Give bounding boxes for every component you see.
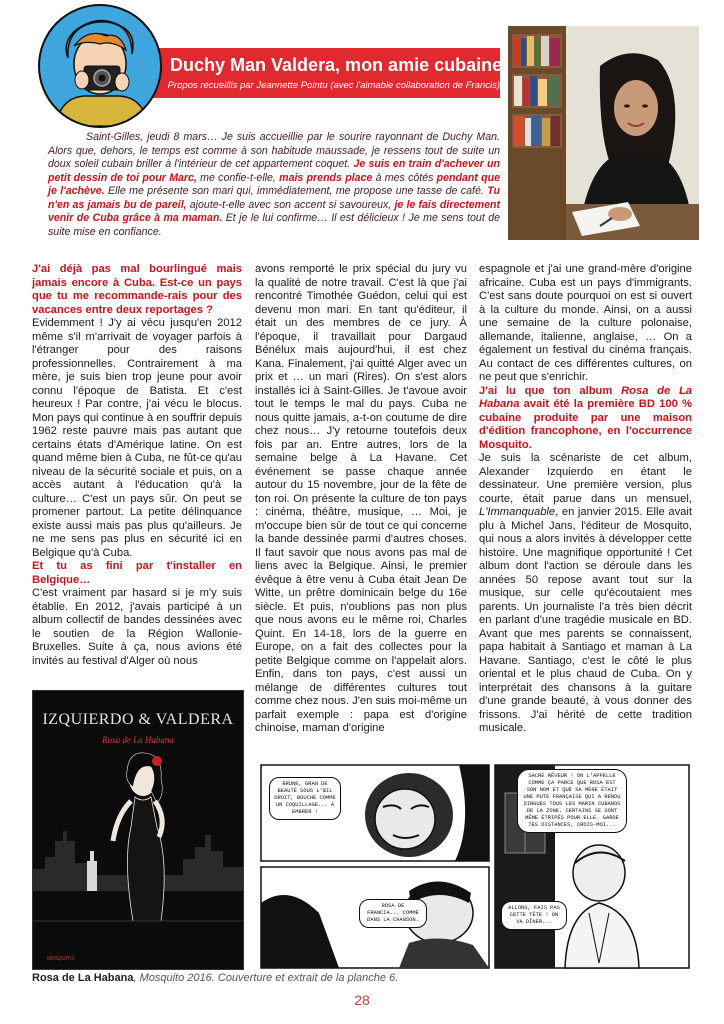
answer-text: Je suis la scénariste de cet album, Alexander Izquierdo en étant le dessinateur. Une première version, plus courte, était parue dans un mensuel, <box>479 452 692 505</box>
figure-caption <box>32 972 692 984</box>
column-3 <box>479 263 692 736</box>
cover-album-title: Rosa de La Habana <box>102 735 174 745</box>
caption-text: , Mosquito 2016. Couverture et extrait de la planche 6. <box>133 972 399 984</box>
answer <box>479 452 692 736</box>
answer-text: , en janvier 2015. Elle avait plu à Michel Jans, l'éditeur de Mosquito, qui nous a alors invités à développer cette histoire. Une magnifique opportunité ! Cet album dont l'action se déroule dans les années 50 repose avant tout sur la musique, sur celle qu'écoutaient mes parents. Un journaliste l'a très bien décrit en parlant d'une tragédie musicale en BD. Avant que mes parents se connaissent, papa habitait à Santiago et maman à La Havane. Santiago, c'est le côté le plus oriental et le plus chaud de Cuba. On y interprétait des chansons à la guitare d'une grande beauté, à vous donner des frissons. J'ai hérité de cette tradition musicale. <box>479 506 692 734</box>
question-text: J'ai lu que ton album <box>479 384 622 397</box>
speech-bubble: ROSA DE FRANCIA... COMME DANS LA CHANSON. <box>359 899 427 928</box>
article-credits: Propos recueillis par Jeannette Pointu (avec l'aimable collaboration de Francis) <box>167 80 500 91</box>
column-2 <box>255 263 467 736</box>
intro-quote: mais prends place <box>279 171 373 184</box>
camera-reporter-drawing <box>40 6 160 126</box>
interview-photo <box>508 26 699 240</box>
intro-quote: pendant que je l'achève. <box>48 171 500 197</box>
intro-paragraph <box>48 131 500 239</box>
question <box>479 385 692 453</box>
magazine-title: L'Immanquable <box>479 506 556 518</box>
question: Et tu as fini par t'installer en Belgique… <box>32 560 242 586</box>
article-title: Duchy Man Valdera, mon amie cubaine <box>170 55 503 75</box>
woman-drawing-photo <box>508 26 699 240</box>
intro-text: Elle me présente son mari qui, immédiatement, me propose une tasse de café. <box>104 185 488 197</box>
column-1 <box>32 263 242 668</box>
intro-text: me confie-t-elle, <box>196 171 280 184</box>
intro-text: ajoute-t-elle avec son accent si savoureux, <box>186 198 395 211</box>
caption-album-title: Rosa de La Habana <box>32 972 134 984</box>
page-number: 28 <box>354 992 370 1008</box>
publisher-logo: MOSQUITO <box>47 956 75 962</box>
intro-quote: Tu n'en as jamais bu de pareil, <box>48 185 500 211</box>
cover-authors: IZQUIERDO & VALDERA <box>42 711 234 728</box>
album-title: Rosa de La Habana <box>479 384 692 410</box>
intro-text: Saint-Gilles, jeudi 8 mars… Je suis accueillie par le sourire rayonnant de Duchy Man. Alors que, dehors, le temps est comme à son habitude maussade, je ressens tout de suite un doux soleil cubain briller à l'intérieur de cet appartement coquet. <box>48 131 500 170</box>
book-cover <box>32 690 244 970</box>
intro-quote: je le fais directement venir de Cuba grâce à ma maman. <box>48 198 500 224</box>
speech-bubble: ALLONS, FAIS PAS CETTE TÊTE ! ON VA DÎNER... <box>501 901 567 930</box>
cover-illustration <box>33 691 243 969</box>
intro-text: Et je le lui confirme… Il est délicieux ! Je me sens tout de suite mise en confiance. <box>48 212 500 238</box>
speech-bubble: BRUNE, GRAN DE BEAUTÉ SOUS L'ŒIL DROIT, BOUCHE COMME UN COQUILLAGE... À EMBRER ! <box>269 777 341 820</box>
question: J'ai déjà pas mal bourlingué mais jamais encore à Cuba. Est-ce un pays que tu me recommande-rais pour des vacances entre deux reportages ? <box>32 263 242 316</box>
speech-bubble: SACRÉ RÊVEUR ! ON L'APPELLE COMME ÇA PARCE QUE ROSA EST SON NOM ET QUE SA MÈRE ÉTAIT UNE PUTE FRANÇAISE QUI A RENDU DINGUES TOUS LES MARIN CUBANOS DE LA ZONE. CERTAINS SE SONT MÊME ÉTRIPÉS POUR ELLE. GARDE TES DISTANCES, CROIS-MOI... <box>517 769 627 833</box>
intro-quote: Je suis en train d'achever un petit dessin de toi pour Marc, <box>48 158 500 184</box>
answer: Evidemment ! J'y ai vécu jusqu'en 2012 même s'il m'arrivait de voyager parfois à l'étranger pour des raisons professionnelles. Contrairement à ma mère, je suis bien trop jeune pour avoir connu l'époque de Batista. Et c'est heureux ! Par contre, j'ai vécu le blocus. Mon pays qui continue à en souffrir depuis 1962 reste pauvre mais pas autant que certains états d'Amérique latine. On est quand même bien à Cuba, ne fût-ce qu'au niveau de la sécurité sociale et puis, on a accès autant à l'éducation qu'à la culture… C'est un pays sûr. On peut se promener partout. La petite délinquance existe aussi mais pas plus qu'ailleurs. Je ne me sens pas plus en sécurité ici en Belgique qu'à Cuba. <box>32 317 243 559</box>
answer: C'est vraiment par hasard si je m'y suis établie. En 2012, j'avais participé à un album collectif de bandes dessinées avec le soutien de la Région Wallonie-Bruxelles. Suite à ça, nous avions été invités au festival d'Alger où nous <box>32 587 242 667</box>
author-avatar-illustration <box>38 4 162 128</box>
intro-text: à mes côtés <box>372 171 437 184</box>
answer: avons remporté le prix spécial du jury vu la qualité de notre travail. C'est là que j'ai rencontré Timothée Guédon, celui qui est devenu mon mari. En tant qu'éditeur, il était un des membres de ce jury. À l'époque, il travaillait pour Dargaud Bénélux mais aujourd'hui, il est chez Kana. Finalement, j'ai quitté Alger avec un prix et … un mari (Rires). On s'est alors installés ici à Saint-Gilles. Je t'avoue avoir tout le temps le mal du pays. Cuba ne nous quitte jamais, a-t-on coutume de dire chez nous… J'y retourne toutefois deux fois par an. Entre autres, lors de la semaine belge à La Havane. Cet événement se passe chaque année autour du 15 novembre, jour de la fête de ton roi. On présente la culture de ton pays : cinéma, théâtre, musique, … Moi, je m'occupe bien sûr de tout ce qui concerne la bande dessinée parmi d'autres choses. Il faut savoir que nous avons pas mal de liens avec la Belgique. Ainsi, le premier évêque à être venu à Cuba était Jean De Witte, un prêtre dominicain belge du 16e siècle. Et puis, n'oublions pas non plus que nous avons eu le même roi, Charles Quint. En 14-18, lors de la guerre en Europe, on a fait des collectes pour la petite Belgique comme on l'appelait alors. Enfin, dans ton pays, c'est aussi un mélange de différentes cultures tout comme chez nous. J'en suis moi-même un parfait exemple : papa est d'origine chinoise, maman d'origine <box>255 263 467 734</box>
answer: espagnole et j'ai une grand-mère d'origine africaine. Cuba est un pays d'immigrants. C'est sans doute pourquoi on est si ouvert à la culture du monde. Ainsi, on a aussi une semaine de la culture polonaise, allemande, italienne, anglaise, … On a également un festival du cinéma français. Au contact de ces différentes cultures, on ne peut que s'enrichir. <box>479 263 692 383</box>
question-text: avait été la première BD 100 % cubaine produite par une maison d'édition francophone, en l'occurrence Mosquito. <box>479 398 692 451</box>
comic-strip <box>259 763 691 970</box>
